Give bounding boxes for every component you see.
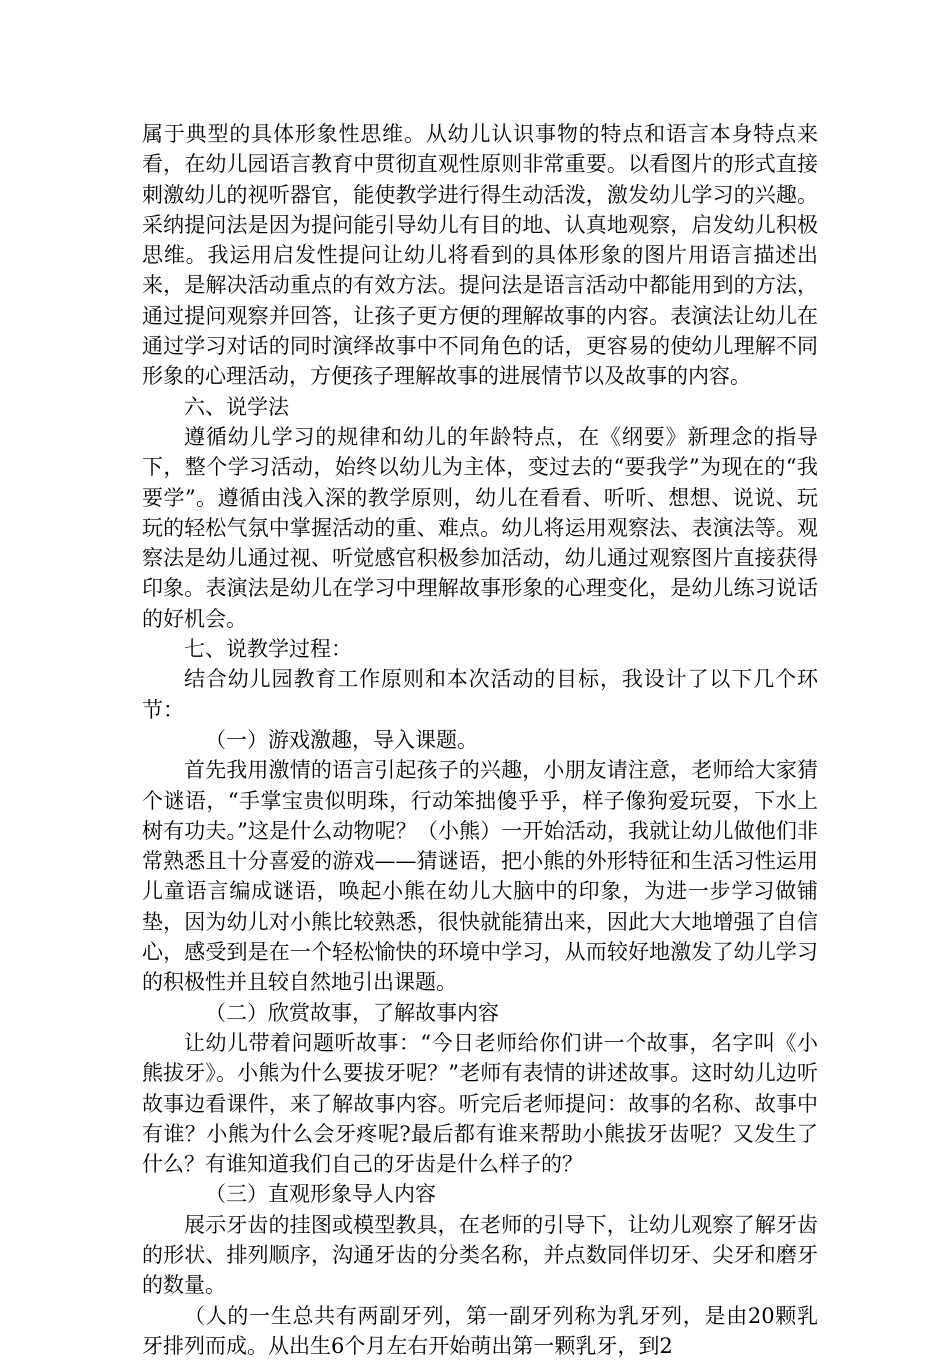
document-page [142,119,818,1361]
paragraph-learning-method: 遵循幼儿学习的规律和幼儿的年龄特点，在《纲要》新理念的指导下，整个学习活动，始终以幼儿为主体，变过去的“要我学”为现在的“我要学”。遵循由浅入深的教学原则，幼儿在看看、听听、想想、说说、玩玩的轻松气氛中掌握活动的重、难点。幼儿将运用观察法、表演法等。观察法是幼儿通过视、听觉感官积极参加活动，幼儿通过观察图片直接获得印象。表演法是幼儿在学习中理解故事形象的心理变化，是幼儿练习说话的好机会。 [142,424,818,631]
heading-teaching-process: 七、说教学过程： [184,637,352,662]
paragraph-story: 让幼儿带着问题听故事：“今日老师给你们讲一个故事，名字叫《小熊拔牙》。小熊为什么要拔牙呢？”老师有表情的讲述故事。这时幼儿边听故事边看课件，来了解故事内容。听完后老师提问：故事的名称、故事中有谁？小熊为什么会牙疼呢?最后都有谁来帮助小熊拔牙齿呢？又发生了什么？有谁知道我们自己的牙齿是什么样子的？ [142,1030,818,1177]
paragraph-teeth: （人的一生总共有两副牙列，第一副牙列称为乳牙列，是由20颗乳牙排列而成。从出生6个月左右开始萌出第一颗乳牙，到2 [142,1303,818,1358]
subheading-game: （一）游戏激趣，导入课题。 [205,727,478,752]
paragraph-teaching-method: 属于典型的具体形象性思维。从幼儿认识事物的特点和语言本身特点来看，在幼儿园语言教育中贯彻直观性原则非常重要。以看图片的形式直接刺激幼儿的视听器官，能使教学进行得生动活泼，激发幼儿学习的兴趣。采纳提问法是因为提问能引导幼儿有目的地、认真地观察，启发幼儿积极思维。我运用启发性提问让幼儿将看到的具体形象的图片用语言描述出来，是解决活动重点的有效方法。提问法是语言活动中都能用到的方法，通过提问观察并回答，让孩子更方便的理解故事的内容。表演法让幼儿在通过学习对话的同时演绎故事中不同角色的话，更容易的使幼儿理解不同形象的心理活动，方便孩子理解故事的进展情节以及故事的内容。 [142,122,818,389]
paragraph-process-intro: 结合幼儿园教育工作原则和本次活动的目标，我设计了以下几个环节： [142,667,818,722]
subheading-story: （二）欣赏故事，了解故事内容 [205,1000,499,1025]
paragraph-game: 首先我用激情的语言引起孩子的兴趣，小朋友请注意，老师给大家猜个谜语，“手掌宝贵似明珠，行动笨拙傻乎乎，样子像狗爱玩耍，下水上树有功夫。”这是什么动物呢？（小熊）一开始活动，我就让幼儿做他们非常熟悉且十分喜爱的游戏——猜谜语，把小熊的外形特征和生活习性运用儿童语言编成谜语，唤起小熊在幼儿大脑中的印象，为进一步学习做铺垫，因为幼儿对小熊比较熟悉，很快就能猜出来，因此大大地增强了自信心，感受到是在一个轻松愉快的环境中学习，从而较好地激发了幼儿学习的积极性并且较自然地引出课题。 [142,758,818,995]
subheading-visual: （三）直观形象导人内容 [205,1182,436,1207]
heading-learning-method: 六、说学法 [184,394,289,419]
paragraph-visual: 展示牙齿的挂图或模型教具，在老师的引导下，让幼儿观察了解牙齿的形状、排列顺序，沟通牙齿的分类名称，并点数同伴切牙、尖牙和磨牙的数量。 [142,1212,818,1298]
